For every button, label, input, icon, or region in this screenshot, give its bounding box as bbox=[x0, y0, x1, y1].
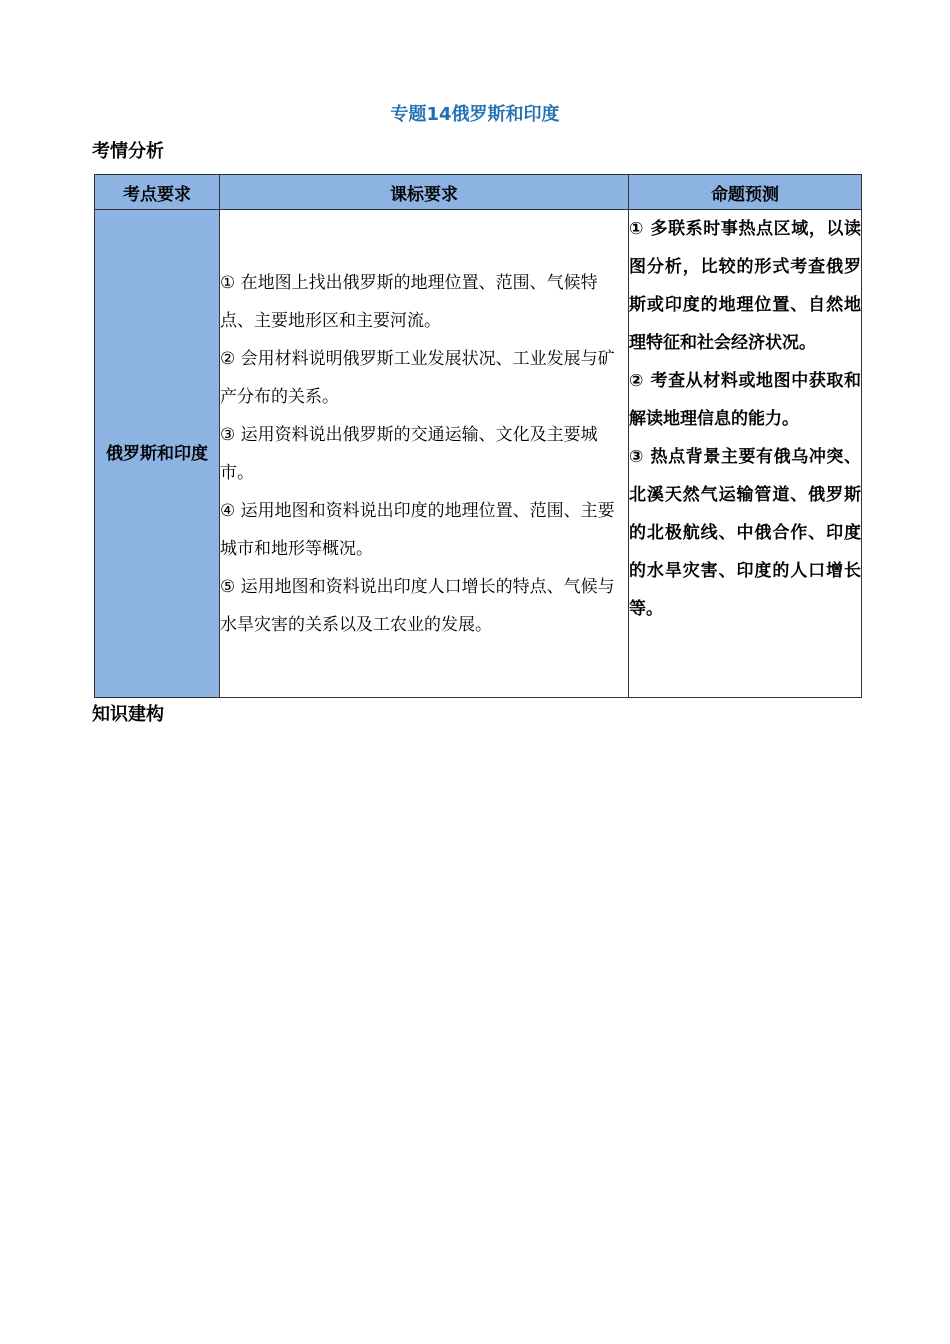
section-heading-knowledge: 知识建构 bbox=[92, 704, 164, 725]
standard-item: ① 在地图上找出俄罗斯的地理位置、范围、气候特点、主要地形区和主要河流。 bbox=[220, 272, 598, 331]
header-cell-standards: 课标要求 bbox=[220, 175, 629, 210]
table-row bbox=[95, 210, 862, 698]
standards-cell bbox=[220, 210, 629, 698]
prediction-item: ① 多联系时事热点区域，以读图分析，比较的形式考查俄罗斯或印度的地理位置、自然地理特征和社会经济状况。 bbox=[629, 219, 861, 353]
standard-item: ③ 运用资料说出俄罗斯的交通运输、文化及主要城市。 bbox=[220, 424, 598, 483]
prediction-item: ③ 热点背景主要有俄乌冲突、北溪天然气运输管道、俄罗斯的北极航线、中俄合作、印度的水旱灾害、印度的人口增长等。 bbox=[629, 447, 861, 619]
prediction-cell bbox=[629, 210, 862, 698]
section-heading-analysis: 考情分析 bbox=[92, 141, 164, 162]
header-cell-prediction: 命题预测 bbox=[629, 175, 862, 210]
header-cell-topic: 考点要求 bbox=[95, 175, 220, 210]
table-header-row bbox=[95, 175, 862, 210]
prediction-item: ② 考查从材料或地图中获取和解读地理信息的能力。 bbox=[629, 371, 861, 429]
standard-item: ④ 运用地图和资料说出印度的地理位置、范围、主要城市和地形等概况。 bbox=[220, 500, 615, 559]
topic-cell: 俄罗斯和印度 bbox=[95, 210, 220, 698]
requirements-table bbox=[94, 174, 862, 698]
standard-item: ⑤ 运用地图和资料说出印度人口增长的特点、气候与水旱灾害的关系以及工农业的发展。 bbox=[220, 576, 615, 635]
page-title: 专题14俄罗斯和印度 bbox=[390, 104, 560, 125]
standard-item: ② 会用材料说明俄罗斯工业发展状况、工业发展与矿产分布的关系。 bbox=[220, 348, 615, 407]
